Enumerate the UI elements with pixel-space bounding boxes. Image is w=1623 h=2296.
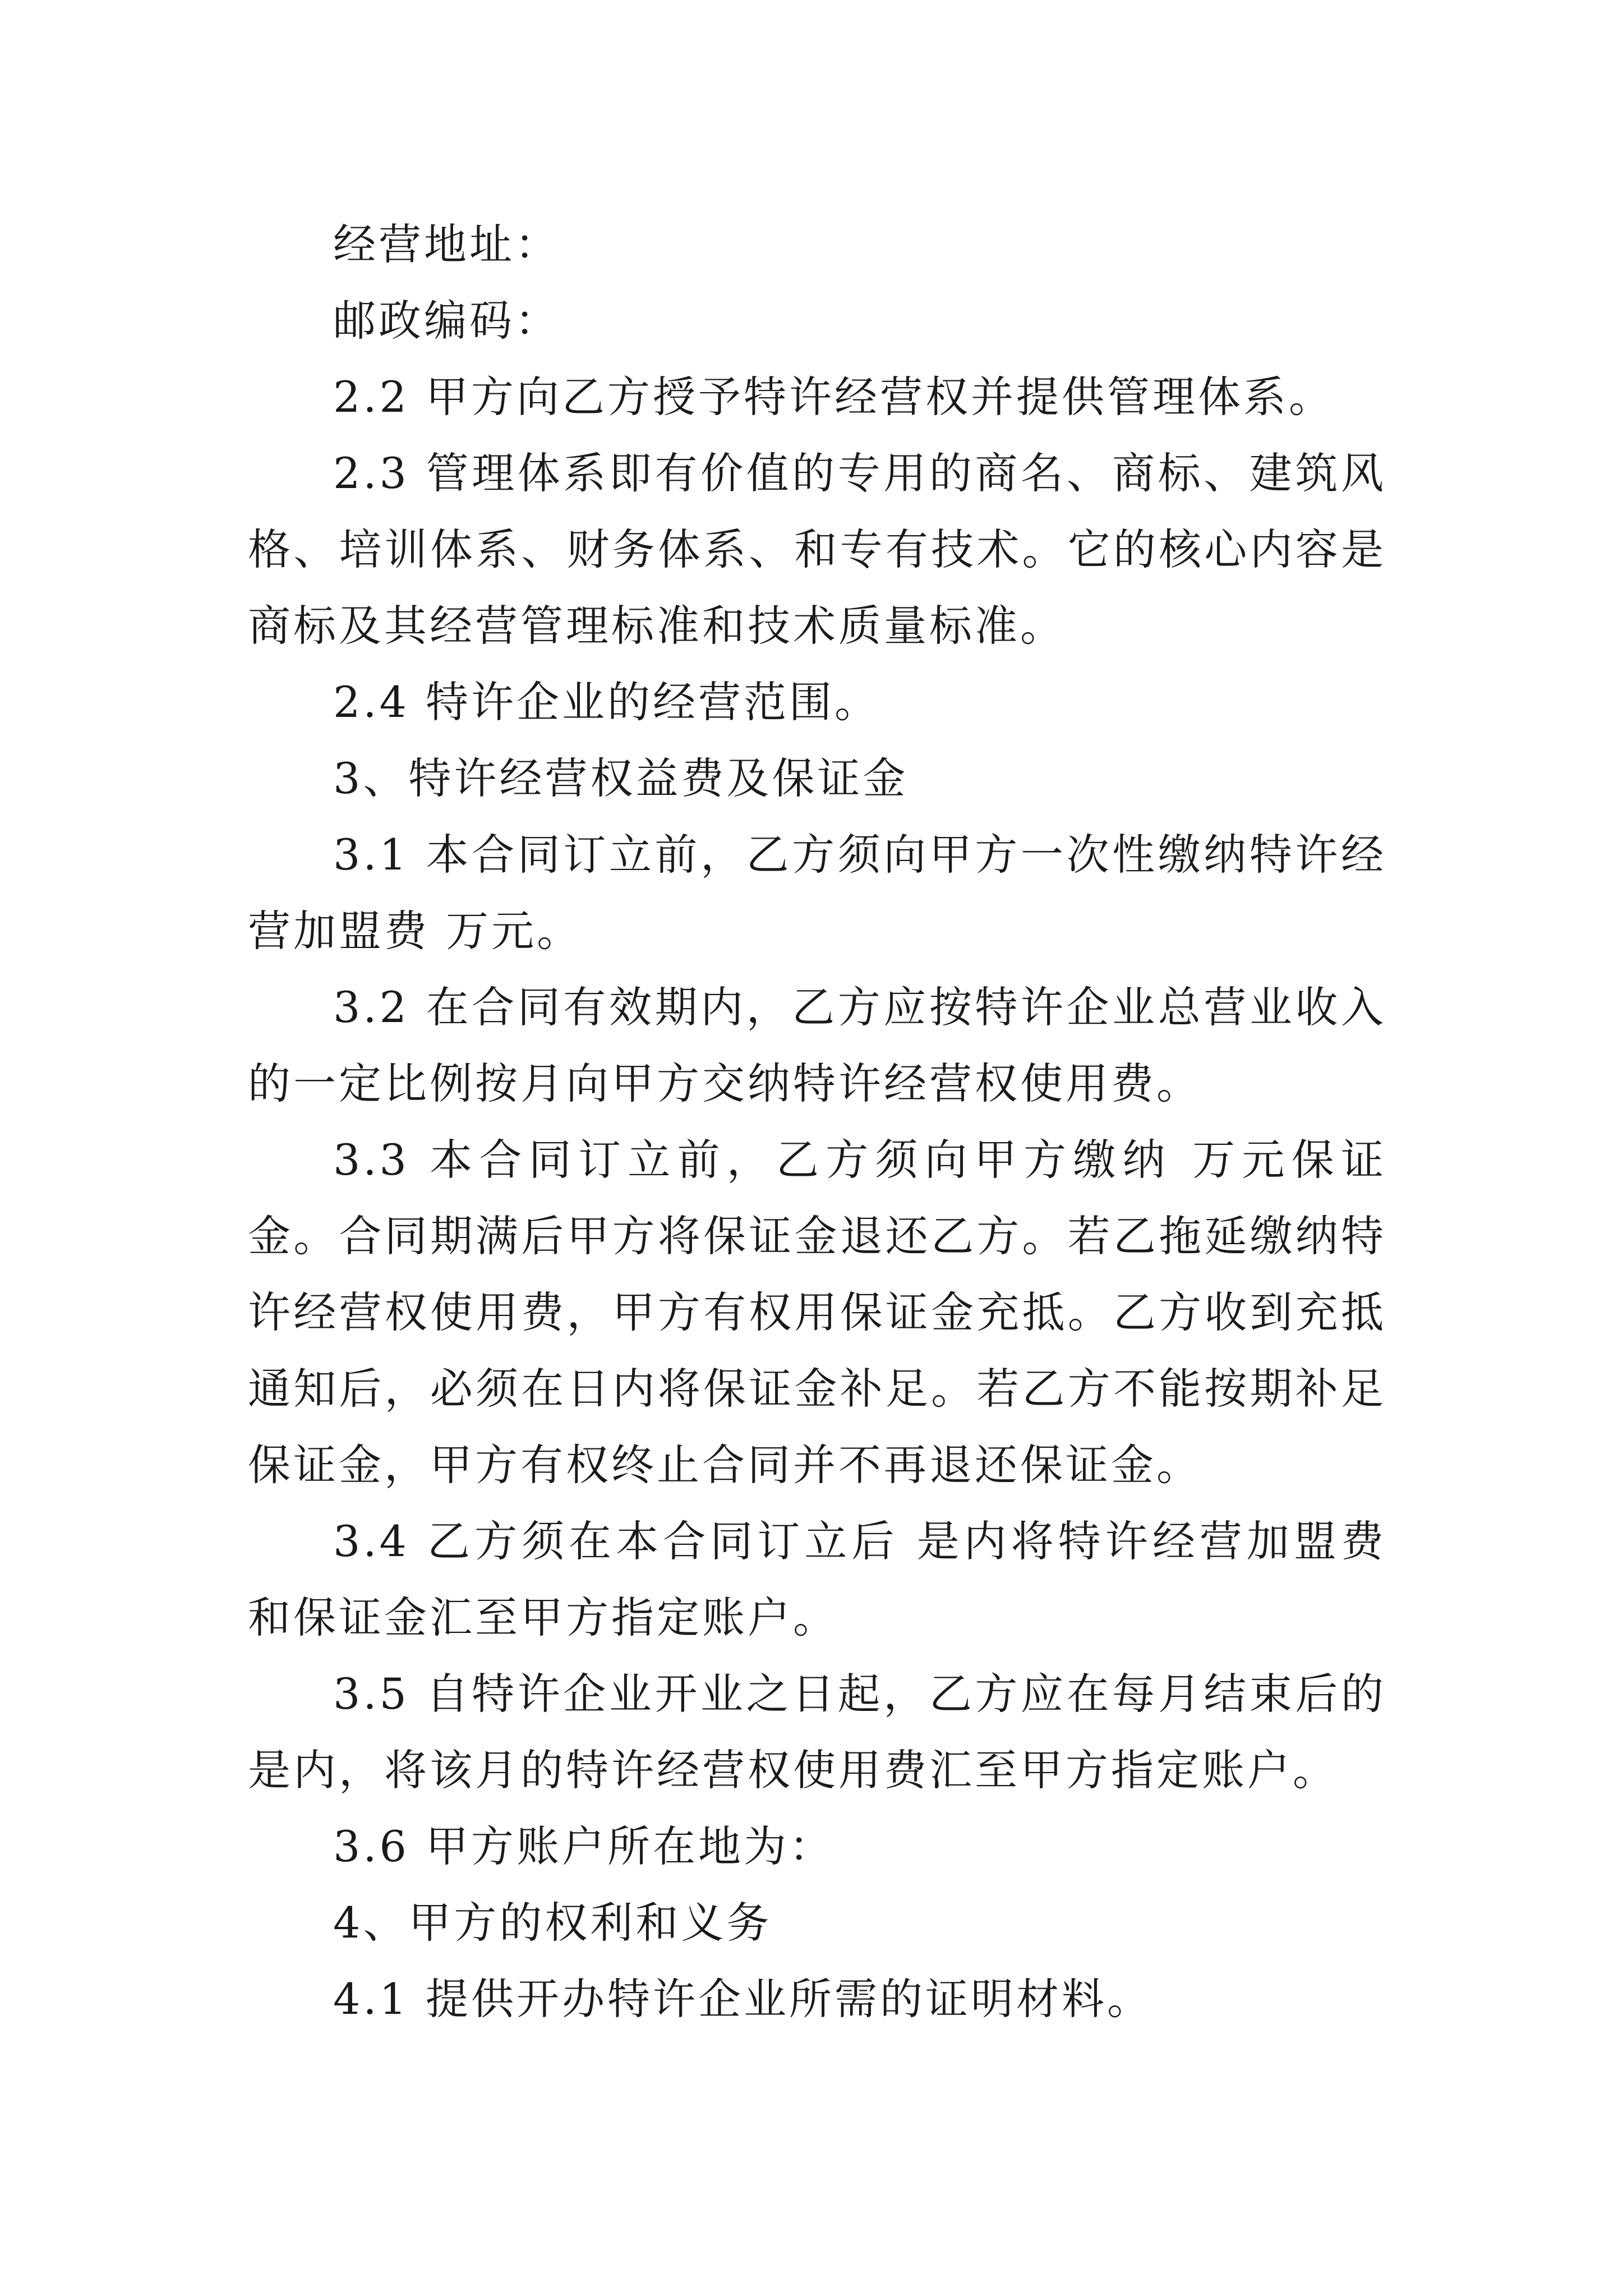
contract-body [248,206,1386,2037]
paragraph-4-1: 4.1 提供开办特许企业所需的证明材料。 [333,1974,1153,2024]
paragraph-3-5: 3.5 自特许企业开业之日起，乙方应在每月结束后的 是内，将该月的特许经营权使用费汇至甲方指定账户。 [248,1669,1386,1795]
paragraph-business-address: 经营地址： [333,219,560,269]
paragraph-3-1: 3.1 本合同订立前，乙方须向甲方一次性缴纳特许经营加盟费 万元。 [248,830,1386,956]
section-heading-3: 3、特许经营权益费及保证金 [333,753,909,803]
paragraph-2-2: 2.2 甲方向乙方授予特许经营权并提供管理体系。 [333,372,1335,422]
paragraph-2-3: 2.3 管理体系即有价值的专用的商名、商标、建筑风格、培训体系、财务体系、和专有技术。它的核心内容是 商标及其经营管理标准和技术质量标准。 [248,448,1386,651]
section-heading-4: 4、甲方的权利和义务 [333,1898,772,1948]
paragraph-2-4: 2.4 特许企业的经营范围。 [333,677,880,727]
paragraph-3-4: 3.4 乙方须在本合同订立后 是内将特许经营加盟费和保证金汇至甲方指定账户。 [248,1516,1386,1642]
paragraph-3-3: 3.3 本合同订立前，乙方须向甲方缴纳 万元保证金。合同期满后甲方将保证金退还乙方。若乙拖延缴纳特许经营权使用费，甲方有权用保证金充抵。乙方收到充抵通知后，必须在日内将保证金补足。若乙方不能按期补足保证金，甲方有权终止合同并不再退还保证金。 [248,1135,1386,1490]
paragraph-3-6: 3.6 甲方账户所在地为： [333,1821,835,1871]
paragraph-postal-code: 邮政编码： [333,296,560,346]
paragraph-3-2: 3.2 在合同有效期内，乙方应按特许企业总营业收入的一定比例按月向甲方交纳特许经营权使用费。 [248,982,1386,1108]
